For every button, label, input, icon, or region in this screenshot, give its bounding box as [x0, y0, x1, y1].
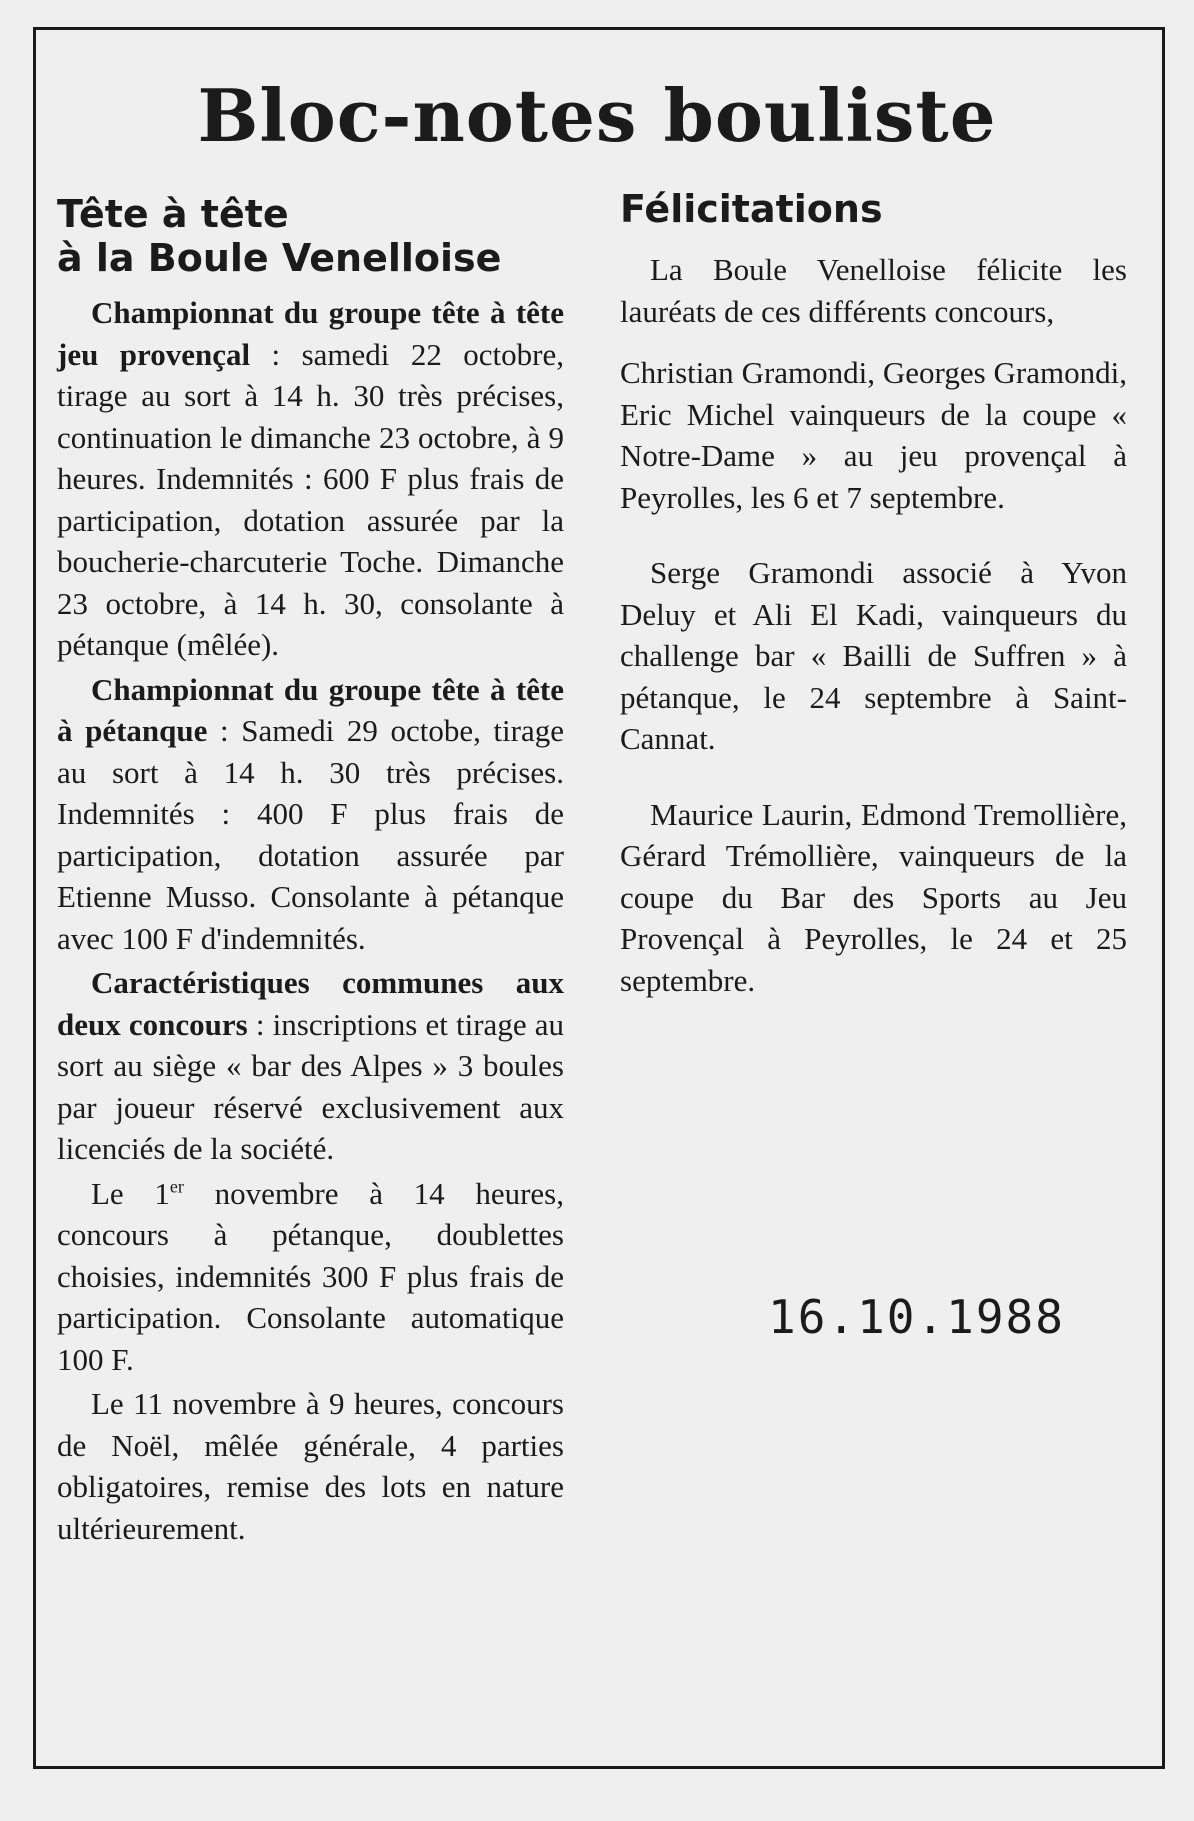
paragraph-petanque [57, 669, 564, 960]
paragraph-caracteristiques [57, 962, 564, 1170]
paragraph-bar-des-sports: Maurice Laurin, Edmond Tremollière, Gérard Trémollière, vainqueurs de la coupe du Bar des Sports au Jeu Provençal à Peyrolles, le 24 et 25 septembre. [620, 796, 1127, 998]
paragraph-felicite: La Boule Venelloise félicite les lauréats de ces différents concours, [620, 252, 1127, 329]
paragraph-lead: Caractéristiques communes aux deux concours [57, 965, 564, 1042]
paragraph-body: : Samedi 29 octobe, tirage au sort à 14 h. 30 très précises. Indemnités : 400 F plus frais de participation, dotation assurée par Etienne Musso. Consolante à pétanque avec 100 F d'indemnités. [57, 713, 565, 956]
paragraph-lead: Championnat du groupe tête à tête jeu provençal [57, 295, 564, 372]
left-heading [57, 192, 564, 280]
right-column [620, 187, 1127, 1035]
left-column [57, 192, 564, 1552]
paragraph-11-novembre: Le 11 novembre à 9 heures, concours de Noël, mêlée générale, 4 parties obligatoires, remise des lots en nature ultérieurement. [57, 1386, 564, 1546]
paragraph-1er-novembre [57, 1173, 564, 1381]
paragraph-body: novembre à 14 heures, concours à pétanque, doublettes choisies, indemnités 300 F plus frais de participation. Consolante automatique 100 F. [57, 1175, 564, 1377]
left-heading-line1: Tête à tête [57, 192, 289, 236]
left-heading-line2: à la Boule Venelloise [57, 236, 502, 280]
paragraph-notre-dame: Christian Gramondi, Georges Gramondi, Eric Michel vainqueurs de la coupe « Notre-Dame » au jeu provençal à Peyrolles, les 6 et 7 septembre. [620, 355, 1127, 515]
paragraph-bailli: Serge Gramondi associé à Yvon Deluy et Ali El Kadi, vainqueurs du challenge bar « Bailli de Suffren » à pétanque, le 24 septembre à Saint-Cannat. [620, 555, 1127, 756]
article-title: Bloc-notes bouliste [197, 73, 997, 158]
paragraph-start: Le 1 [91, 1175, 170, 1211]
paragraph-provencal [57, 292, 564, 666]
paragraph-body: : inscriptions et tirage au sort au siège « bar des Alpes » 3 boules par joueur réservé exclusivement aux licenciés de la société. [57, 1006, 564, 1166]
right-heading: Félicitations [620, 187, 883, 231]
paragraph-lead: Championnat du groupe tête à tête à pétanque [57, 671, 564, 748]
paragraph-body: : samedi 22 octobre, tirage au sort à 14 h. 30 très précises, continuation le dimanche 23 octobre, à 9 heures. Indemnités : 600 F plus frais de participation, dotation assurée par la boucherie-charcuterie Toche. Dimanche 23 octobre, à 14 h. 30, consolante à pétanque (mêlée). [57, 336, 564, 662]
ordinal-suffix: er [169, 1176, 184, 1197]
date-stamp: 16.10.1988 [768, 1290, 1065, 1344]
